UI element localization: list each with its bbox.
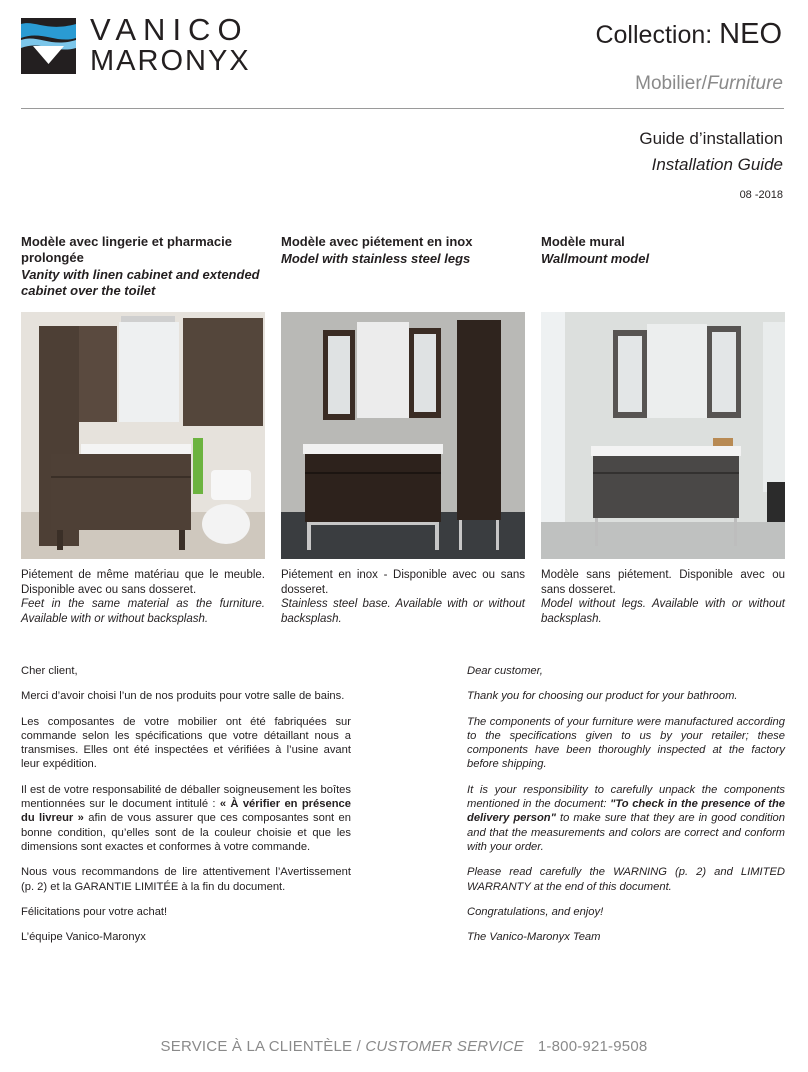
header-divider	[21, 108, 784, 109]
document-date: 08 -2018	[739, 189, 783, 201]
model-3-title-en: Wallmount model	[541, 251, 650, 266]
model-2-title-en: Model with stainless steel legs	[281, 251, 471, 266]
letter-en-para: The components of your furniture were manufactured according to the specifications given to us by your retailer; these components have been thoroughly inspected at the factory before shipping.	[467, 715, 785, 771]
letter-en-signature: The Vanico-Maronyx Team	[467, 931, 601, 944]
footer-service-fr: SERVICE À LA CLIENTÈLE /	[160, 1038, 366, 1055]
model-1-caption-fr: Piétement de même matériau que le meuble. Disponible avec ou sans dosseret.	[21, 569, 265, 596]
letter-fr-text: Il est de votre responsabilité de déballer soigneusement les boîtes mentionnées sur le document intitulé :	[21, 783, 351, 811]
guide-title-fr: Guide d’installation	[639, 129, 783, 148]
letter-fr-signature: L’équipe Vanico-Maronyx	[21, 931, 146, 944]
letter-fr	[21, 664, 351, 955]
model-1-title-fr: Modèle avec lingerie et pharmacie prolongée	[21, 234, 232, 265]
letter-fr-text: afin de vous assurer que ces composantes sont en bonne condition, qu’elles sont de la couleur choisie et que les dimensions sont exactes et conformes à votre commande.	[21, 812, 351, 853]
category-en: Furniture	[706, 73, 783, 94]
collection-title	[595, 18, 782, 51]
model-3-caption-fr: Modèle sans piétement. Disponible avec ou sans dosseret.	[541, 569, 785, 596]
footer-service-en: CUSTOMER SERVICE	[365, 1038, 524, 1055]
model-1-caption	[21, 568, 265, 626]
model-2-caption-fr: Piétement en inox - Disponible avec ou sans dosseret.	[281, 569, 525, 596]
letter-fr-para: Merci d’avoir choisi l’un de nos produits pour votre salle de bains.	[21, 690, 345, 703]
collection-label: Collection:	[595, 21, 713, 49]
footer-customer-service	[0, 1038, 808, 1055]
category-label	[635, 73, 783, 95]
model-3-photo	[541, 312, 785, 559]
category-fr: Mobilier/	[635, 73, 707, 94]
model-1-photo	[21, 312, 265, 559]
letter-fr-emphasis: « À vérifier en présence du livreur »	[21, 798, 351, 825]
footer-phone: 1-800-921-9508	[537, 1038, 648, 1055]
guide-title-en: Installation Guide	[651, 155, 783, 174]
model-1-caption-en: Feet in the same material as the furniture. Available with or without backsplash.	[21, 598, 265, 625]
brand-logo-icon	[21, 18, 76, 74]
letter-fr-para: Les composantes de votre mobilier ont été fabriquées sur commande selon les spécifications que votre détaillant nous a transmises. Elles ont été inspectées et vérifiées à l’usine avant leur expédition.	[21, 715, 351, 771]
model-2-caption	[281, 568, 525, 626]
letter-en-text: to make sure that they are in good condition and that the measurements and colors are correct and conform with your order.	[467, 812, 785, 853]
collection-name: NEO	[719, 18, 782, 50]
brand-wordmark	[90, 14, 251, 76]
letter-fr-para: Nous vous recommandons de lire attentivement l’Avertissement (p. 2) et la GARANTIE LIMITÉE à la fin du document.	[21, 866, 351, 893]
letter-en-emphasis: "To check in the presence of the delivery person"	[467, 798, 785, 825]
letter-en-greeting: Dear customer,	[467, 665, 543, 677]
model-2-title-fr: Modèle avec piétement en inox	[281, 234, 473, 249]
letter-fr-greeting: Cher client,	[21, 665, 78, 677]
letter-fr-para	[21, 783, 351, 854]
brand-line1: VANICO	[90, 12, 249, 47]
letter-en-para	[467, 783, 785, 854]
model-3-caption	[541, 568, 785, 626]
letter-en-para: Congratulations, and enjoy!	[467, 905, 604, 918]
model-1-title-en: Vanity with linen cabinet and extended cabinet over the toilet	[21, 267, 260, 298]
letter-en-text: It is your responsibility to carefully unpack the components mentioned in the document:	[467, 783, 785, 811]
letter-en	[467, 664, 785, 955]
model-3-title-fr: Modèle mural	[541, 234, 625, 249]
model-2-caption-en: Stainless steel base. Available with or without backsplash.	[281, 598, 525, 625]
letter-en-para: Please read carefully the WARNING (p. 2) and LIMITED WARRANTY at the end of this document.	[467, 866, 785, 893]
letter-fr-para: Félicitations pour votre achat!	[21, 905, 168, 918]
brand-line2: MARONYX	[90, 45, 251, 77]
letter-en-para: Thank you for choosing our product for your bathroom.	[467, 690, 738, 703]
model-3-caption-en: Model without legs. Available with or without backsplash.	[541, 598, 785, 625]
model-2-photo	[281, 312, 525, 559]
